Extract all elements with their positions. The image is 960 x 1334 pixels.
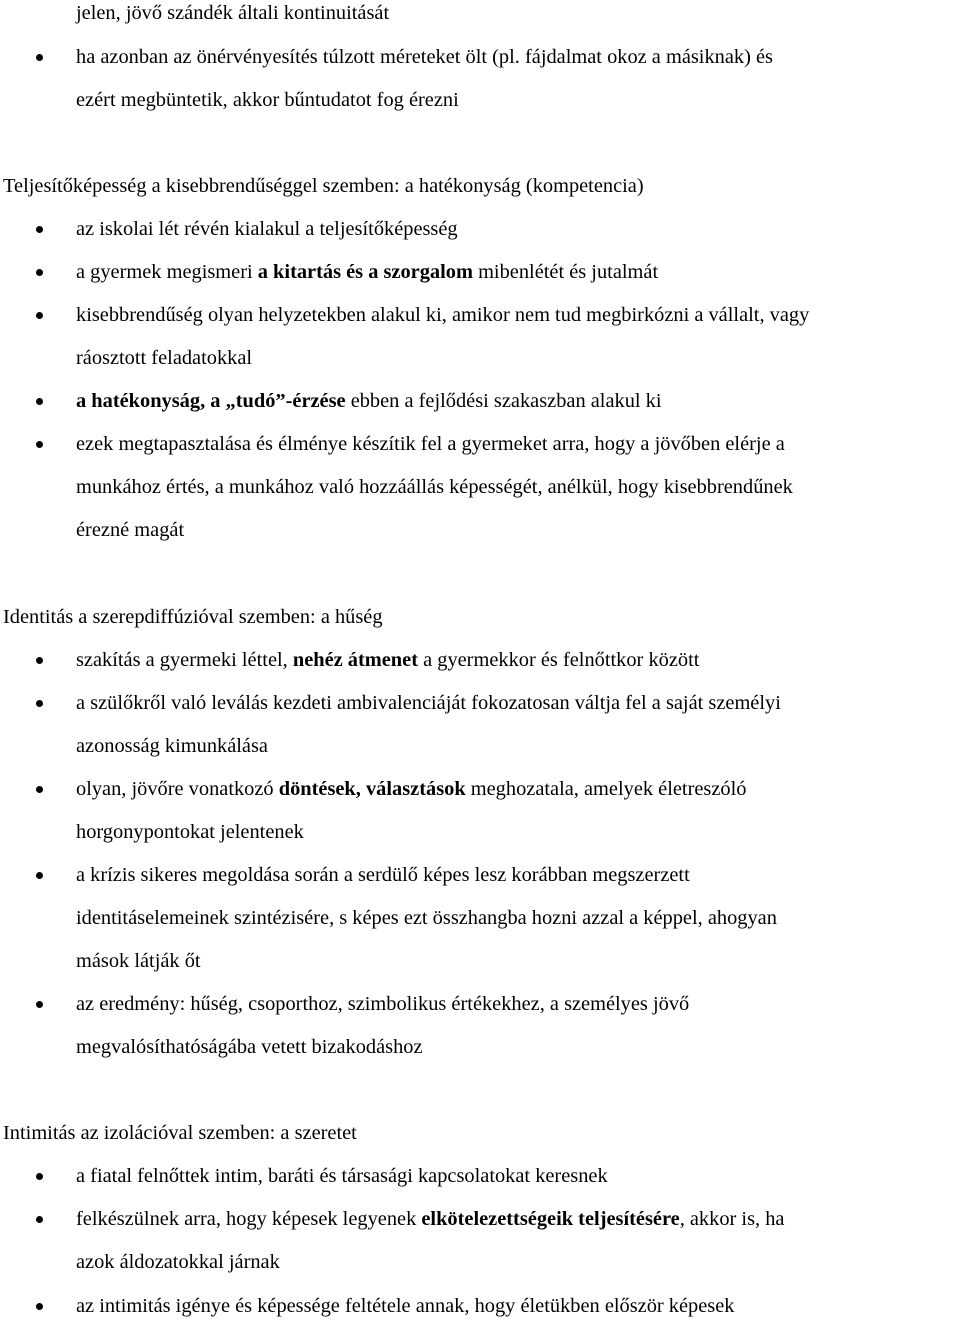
bullet-icon bbox=[36, 657, 43, 664]
bullet-icon bbox=[36, 312, 43, 319]
text-run: szakítás a gyermeki léttel, bbox=[76, 649, 293, 671]
bold-text: a kitartás és a szorgalom bbox=[257, 261, 473, 283]
bold-text: döntések, választások bbox=[278, 778, 466, 800]
list-item-continuation: ezért megbüntetik, akkor bűntudatot fog érezni bbox=[76, 89, 459, 111]
bold-text: a hatékonyság, a „tudó”-érzése bbox=[76, 390, 346, 412]
list-item: a fiatal felnőttek intim, baráti és társasági kapcsolatokat keresnek bbox=[76, 1165, 608, 1187]
bullet-icon bbox=[36, 872, 43, 879]
bullet-icon bbox=[36, 700, 43, 707]
bullet-icon bbox=[36, 398, 43, 405]
list-item: az intimitás igénye és képessége feltétele annak, hogy életükben először képesek bbox=[76, 1295, 735, 1317]
text-run: felkészülnek arra, hogy képesek legyenek bbox=[76, 1208, 422, 1230]
section-heading: Teljesítőképesség a kisebbrendűséggel szemben: a hatékonyság (kompetencia) bbox=[3, 175, 644, 197]
list-item: ha azonban az önérvényesítés túlzott méreteket ölt (pl. fájdalmat okoz a másiknak) és bbox=[76, 46, 773, 68]
bullet-icon bbox=[36, 226, 43, 233]
section-heading: Intimitás az izolációval szemben: a szeretet bbox=[3, 1122, 357, 1144]
text-run: a gyermekkor és felnőttkor között bbox=[418, 649, 700, 671]
list-item: ezek megtapasztalása és élménye készítik fel a gyermeket arra, hogy a jövőben elérje a bbox=[76, 433, 785, 455]
list-item bbox=[76, 257, 658, 300]
bullet-icon bbox=[36, 1216, 43, 1223]
bullet-icon bbox=[36, 269, 43, 276]
list-item-continuation: horgonypontokat jelentenek bbox=[76, 821, 304, 843]
list-item: kisebbrendűség olyan helyzetekben alakul ki, amikor nem tud megbirkózni a vállalt, vagy bbox=[76, 304, 810, 326]
list-item-continuation: megvalósíthatóságába vetett bizakodáshoz bbox=[76, 1036, 423, 1058]
text-run: meghozatala, amelyek életreszóló bbox=[465, 778, 747, 800]
bold-text: elkötelezettségeik teljesítésére bbox=[421, 1208, 680, 1230]
bullet-icon bbox=[36, 1173, 43, 1180]
list-item-continuation: mások látják őt bbox=[76, 950, 201, 972]
section-heading: Identitás a szerepdiffúzióval szemben: a hűség bbox=[3, 606, 383, 628]
list-item-continuation: ráosztott feladatokkal bbox=[76, 347, 253, 369]
list-item: a krízis sikeres megoldása során a serdülő képes lesz korábban megszerzett bbox=[76, 864, 690, 886]
bullet-icon bbox=[36, 54, 43, 61]
list-item bbox=[76, 1204, 784, 1247]
text-run: mibenlétét és jutalmát bbox=[472, 261, 659, 283]
list-item-continuation: azok áldozatokkal járnak bbox=[76, 1251, 280, 1273]
text-run: ebben a fejlődési szakaszban alakul ki bbox=[345, 390, 662, 412]
bullet-icon bbox=[36, 1303, 43, 1310]
list-item: az iskolai lét révén kialakul a teljesítőképesség bbox=[76, 218, 458, 240]
list-item bbox=[76, 774, 746, 817]
list-item bbox=[76, 386, 662, 429]
text-run: a gyermek megismeri bbox=[76, 261, 258, 283]
bold-text: nehéz átmenet bbox=[292, 649, 418, 671]
list-item-continuation: érezné magát bbox=[76, 519, 185, 541]
text-run: , akkor is, ha bbox=[679, 1208, 785, 1230]
list-item-continuation: azonosság kimunkálása bbox=[76, 735, 268, 757]
bullet-icon bbox=[36, 441, 43, 448]
bullet-icon bbox=[36, 786, 43, 793]
list-item-continuation: munkához értés, a munkához való hozzáállás képességét, anélkül, hogy kisebbrendűnek bbox=[76, 476, 793, 498]
text-line: jelen, jövő szándék általi kontinuitását bbox=[76, 2, 390, 24]
bullet-icon bbox=[36, 1001, 43, 1008]
list-item-continuation: identitáselemeinek szintézisére, s képes ezt összhangba hozni azzal a képpel, ahogyan bbox=[76, 907, 777, 929]
list-item: az eredmény: hűség, csoporthoz, szimbolikus értékekhez, a személyes jövő bbox=[76, 993, 690, 1015]
list-item: a szülőkről való leválás kezdeti ambivalenciáját fokozatosan váltja fel a saját személyi bbox=[76, 692, 781, 714]
list-item bbox=[76, 645, 699, 688]
text-run: olyan, jövőre vonatkozó bbox=[76, 778, 279, 800]
